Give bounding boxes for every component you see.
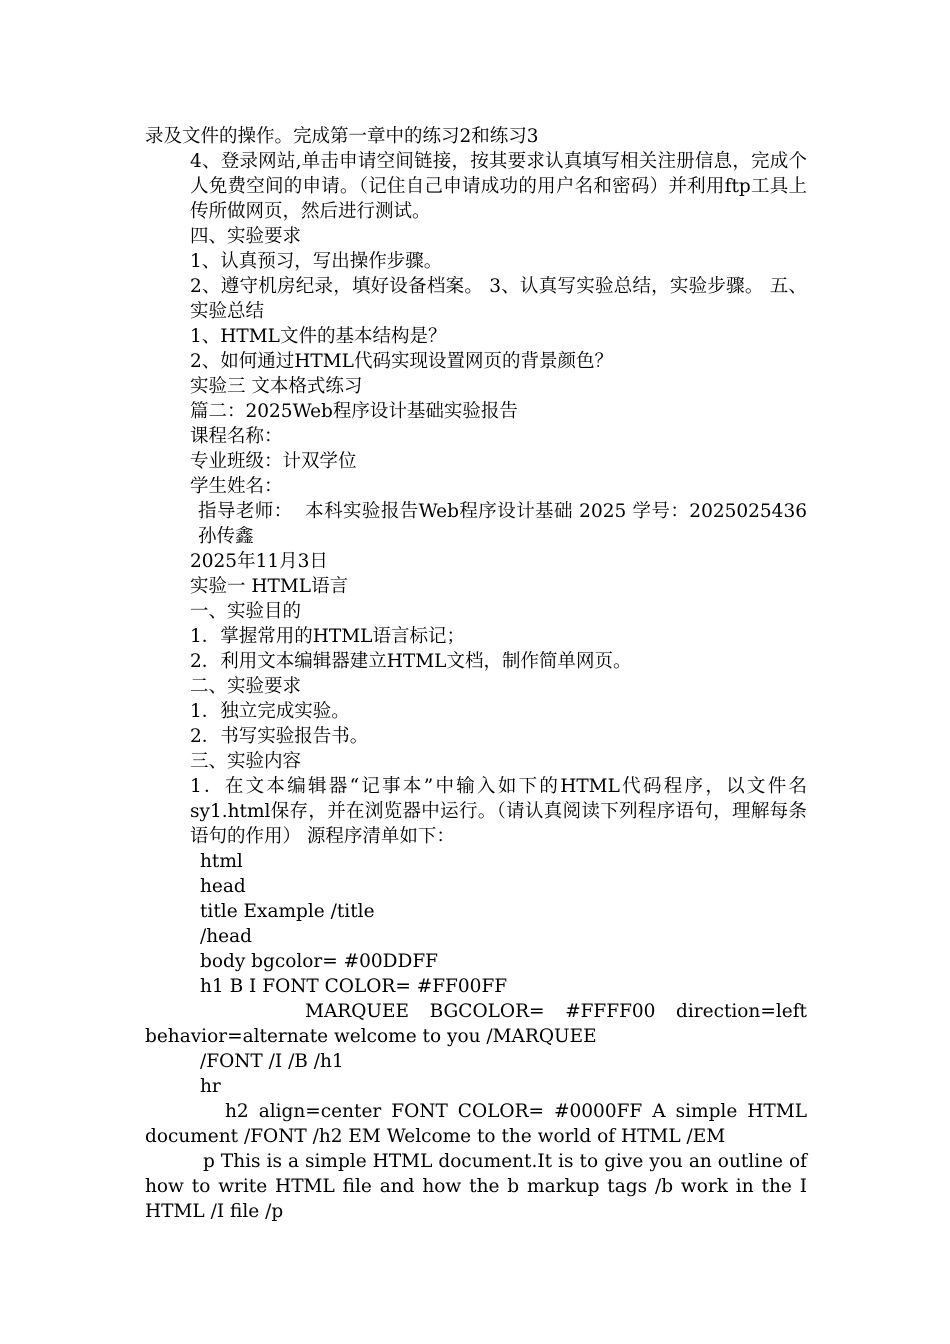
field-class: 专业班级：计双学位 [190,451,357,472]
code-line-paragraph: p This is a simple HTML document.It is to give you an outline of how to write HTML file and how the b markup tags /b work in the I HTML /I file /p [145,1151,813,1222]
code-line-h2: h2 align=center FONT COLOR= #0000FF A simple HTML document /FONT /h2 EM Welcome to the world of HTML /EM [145,1101,813,1147]
heading-experiment-three: 实验三 文本格式练习 [190,376,363,397]
code-line-html: html [200,851,243,872]
heading-objectives: 一、实验目的 [190,601,302,622]
heading-requirements: 四、实验要求 [190,226,302,247]
code-line-h1: h1 B I FONT COLOR= #FF00FF [200,976,508,997]
field-instructor: 指导老师： 本科实验报告Web程序设计基础 2025 学号：2025025436 孙传鑫 [198,501,813,547]
heading-content: 三、实验内容 [190,751,302,772]
objective-item-2: 2．利用文本编辑器建立HTML文档，制作简单网页。 [190,651,632,672]
objective-item-1: 1．掌握常用的HTML语言标记； [190,626,465,647]
code-line-hr: hr [200,1076,221,1097]
paragraph-step-4: 4、登录网站,单击申请空间链接，按其要求认真填写相关注册信息，完成个人免费空间的申请。（记住自己申请成功的用户名和密码）并利用ftp工具上传所做网页，然后进行测试。 [190,151,807,222]
requirement-item-1: 1．独立完成实验。 [190,701,350,722]
question-structure: 1、HTML文件的基本结构是？ [190,326,447,347]
code-line-close-tags: /FONT /I /B /h1 [200,1051,344,1072]
field-course-name: 课程名称： [190,426,283,447]
report-date: 2025年11月3日 [190,551,328,572]
code-line-head-close: /head [200,926,252,947]
content-item-1: 1．在文本编辑器“记事本”中输入如下的HTML代码程序，以文件名sy1.html保存，并在浏览器中运行。（请认真阅读下列程序语句，理解每条语句的作用） 源程序清单如下： [190,776,807,847]
heading-requirements-2: 二、实验要求 [190,676,302,697]
paragraph-continuation: 录及文件的操作。完成第一章中的练习2和练习3 [145,126,539,147]
document-body [145,124,813,1224]
code-line-title: title Example /title [200,901,375,922]
heading-experiment-one: 实验一 HTML语言 [190,576,349,597]
code-line-marquee: MARQUEE BGCOLOR= #FFFF00 direction=left behavior=alternate welcome to you /MARQUEE [145,1001,813,1047]
heading-part-two: 篇二：2025Web程序设计基础实验报告 [190,401,518,422]
list-item-preview: 1、认真预习，写出操作步骤。 [190,251,443,272]
question-background-color: 2、如何通过HTML代码实现设置网页的背景颜色？ [190,351,613,372]
list-item-rules-summary: 2、遵守机房纪录，填好设备档案。 3、认真写实验总结，实验步骤。 五、实验总结 [190,276,807,322]
code-line-head: head [200,876,246,897]
requirement-item-2: 2．书写实验报告书。 [190,726,369,747]
code-line-body: body bgcolor= #00DDFF [200,951,438,972]
field-student-name: 学生姓名： [190,476,283,497]
